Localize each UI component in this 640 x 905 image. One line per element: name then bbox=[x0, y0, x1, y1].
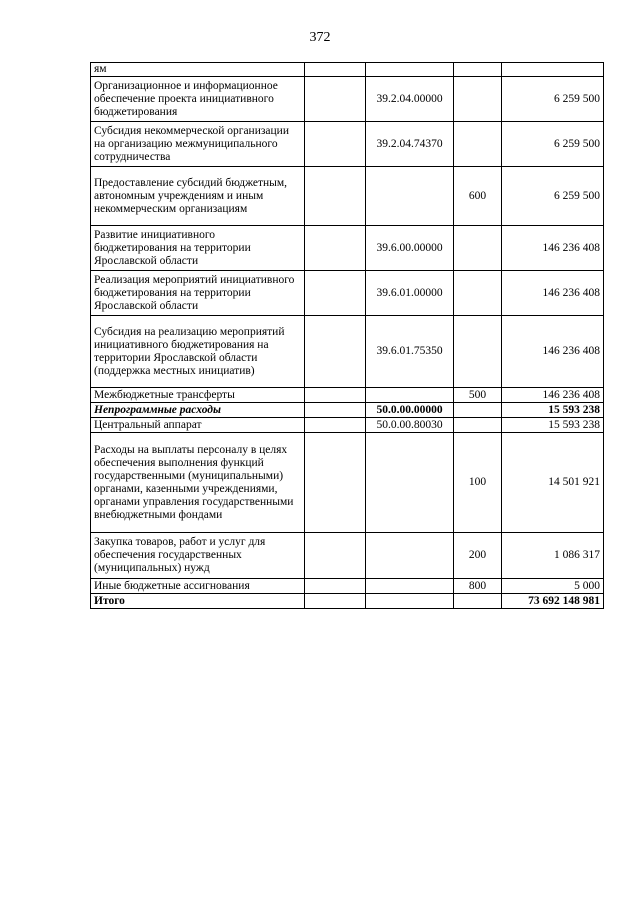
expense-type-cell: 500 bbox=[454, 388, 502, 403]
table-row bbox=[91, 226, 604, 271]
expense-type-cell bbox=[454, 63, 502, 77]
row-name-cell: Расходы на выплаты персоналу в целях обеспечения выполнения функций государственными (муниципальными) органами, казенными учреждениями, органами управления государственными внебюджетными фондами bbox=[91, 433, 305, 533]
amount-cell: 146 236 408 bbox=[502, 271, 604, 316]
expense-type-cell: 100 bbox=[454, 433, 502, 533]
row-name-cell: Субсидия некоммерческой организации на организацию межмуниципального сотрудничества bbox=[91, 122, 305, 167]
row-name-cell: Развитие инициативного бюджетирования на территории Ярославской области bbox=[91, 226, 305, 271]
table-row bbox=[91, 167, 604, 226]
row-name-cell: ям bbox=[91, 63, 305, 77]
empty-cell bbox=[305, 226, 366, 271]
row-name-cell: Центральный аппарат bbox=[91, 418, 305, 433]
row-name-cell: Реализация мероприятий инициативного бюджетирования на территории Ярославской области bbox=[91, 271, 305, 316]
target-code-cell: 39.6.01.00000 bbox=[366, 271, 454, 316]
amount-cell: 6 259 500 bbox=[502, 77, 604, 122]
expense-type-cell bbox=[454, 403, 502, 418]
table-row bbox=[91, 63, 604, 77]
target-code-cell bbox=[366, 388, 454, 403]
amount-cell: 15 593 238 bbox=[502, 403, 604, 418]
table-row bbox=[91, 403, 604, 418]
table-row bbox=[91, 594, 604, 609]
row-name-cell: Закупка товаров, работ и услуг для обеспечения государственных (муниципальных) нужд bbox=[91, 533, 305, 579]
row-name-cell: Субсидия на реализацию мероприятий инициативного бюджетирования на территории Ярославской области (поддержка местных инициатив) bbox=[91, 316, 305, 388]
expense-type-cell bbox=[454, 594, 502, 609]
table-row bbox=[91, 418, 604, 433]
row-name-cell: Иные бюджетные ассигнования bbox=[91, 579, 305, 594]
empty-cell bbox=[305, 271, 366, 316]
expense-type-cell: 200 bbox=[454, 533, 502, 579]
page-number: 372 bbox=[309, 30, 331, 45]
target-code-cell bbox=[366, 167, 454, 226]
table-row bbox=[91, 122, 604, 167]
empty-cell bbox=[305, 122, 366, 167]
row-name-cell: Непрограммные расходы bbox=[91, 403, 305, 418]
expense-type-cell bbox=[454, 316, 502, 388]
expense-type-cell: 800 bbox=[454, 579, 502, 594]
row-name-cell: Организационное и информационное обеспечение проекта инициативного бюджетирования bbox=[91, 77, 305, 122]
target-code-cell: 39.2.04.00000 bbox=[366, 77, 454, 122]
amount-cell: 146 236 408 bbox=[502, 226, 604, 271]
row-name-cell: Предоставление субсидий бюджетным, автономным учреждениям и иным некоммерческим организациям bbox=[91, 167, 305, 226]
target-code-cell: 39.2.04.74370 bbox=[366, 122, 454, 167]
table-row bbox=[91, 271, 604, 316]
amount-cell: 14 501 921 bbox=[502, 433, 604, 533]
amount-cell: 15 593 238 bbox=[502, 418, 604, 433]
expense-type-cell bbox=[454, 226, 502, 271]
target-code-cell bbox=[366, 579, 454, 594]
target-code-cell bbox=[366, 63, 454, 77]
amount-cell bbox=[502, 63, 604, 77]
expense-type-cell bbox=[454, 122, 502, 167]
expense-type-cell bbox=[454, 77, 502, 122]
expense-type-cell: 600 bbox=[454, 167, 502, 226]
empty-cell bbox=[305, 533, 366, 579]
amount-cell: 1 086 317 bbox=[502, 533, 604, 579]
target-code-cell: 50.0.00.00000 bbox=[366, 403, 454, 418]
row-name-cell: Межбюджетные трансферты bbox=[91, 388, 305, 403]
table-row bbox=[91, 388, 604, 403]
table-row bbox=[91, 433, 604, 533]
empty-cell bbox=[305, 77, 366, 122]
table-row bbox=[91, 579, 604, 594]
target-code-cell: 39.6.01.75350 bbox=[366, 316, 454, 388]
empty-cell bbox=[305, 167, 366, 226]
empty-cell bbox=[305, 63, 366, 77]
expense-type-cell bbox=[454, 271, 502, 316]
table-row bbox=[91, 316, 604, 388]
empty-cell bbox=[305, 594, 366, 609]
table-row bbox=[91, 533, 604, 579]
amount-cell: 6 259 500 bbox=[502, 122, 604, 167]
empty-cell bbox=[305, 433, 366, 533]
amount-cell: 5 000 bbox=[502, 579, 604, 594]
table-row bbox=[91, 77, 604, 122]
amount-cell: 146 236 408 bbox=[502, 316, 604, 388]
budget-table-body bbox=[91, 63, 604, 609]
budget-table bbox=[90, 62, 604, 609]
empty-cell bbox=[305, 418, 366, 433]
target-code-cell: 50.0.00.80030 bbox=[366, 418, 454, 433]
row-name-cell: Итого bbox=[91, 594, 305, 609]
target-code-cell: 39.6.00.00000 bbox=[366, 226, 454, 271]
target-code-cell bbox=[366, 433, 454, 533]
empty-cell bbox=[305, 388, 366, 403]
amount-cell: 6 259 500 bbox=[502, 167, 604, 226]
target-code-cell bbox=[366, 533, 454, 579]
empty-cell bbox=[305, 316, 366, 388]
amount-cell: 146 236 408 bbox=[502, 388, 604, 403]
amount-cell: 73 692 148 981 bbox=[502, 594, 604, 609]
empty-cell bbox=[305, 403, 366, 418]
target-code-cell bbox=[366, 594, 454, 609]
empty-cell bbox=[305, 579, 366, 594]
expense-type-cell bbox=[454, 418, 502, 433]
